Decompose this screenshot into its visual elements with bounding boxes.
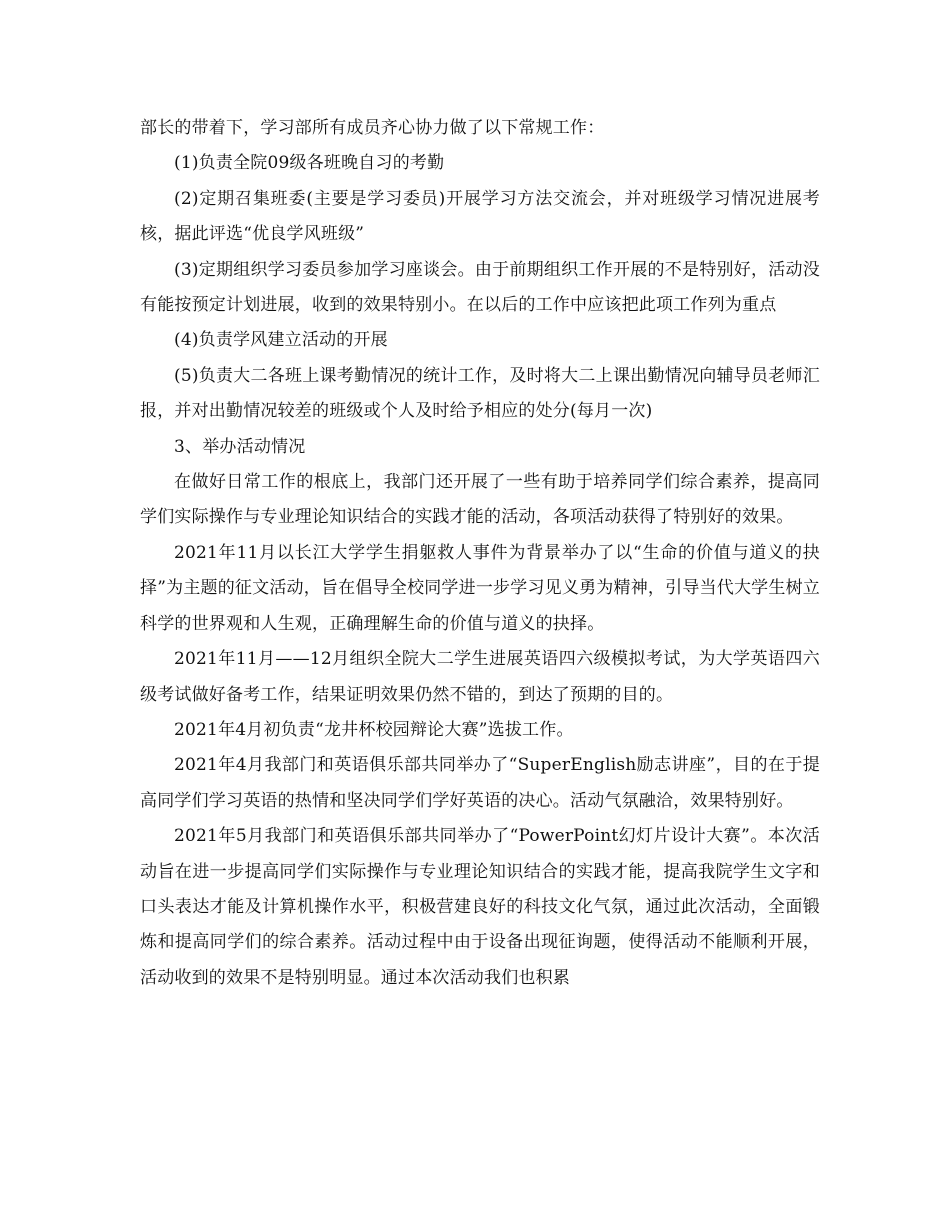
paragraph-continuation: 部长的带着下，学习部所有成员齐心协力做了以下常规工作： (140, 118, 605, 138)
paragraph-english-lecture: 2021年4月我部门和英语俱乐部共同举办了“SuperEnglish励志讲座”，目的在于提高同学们学习英语的热情和坚决同学们学好英语的决心。活动气氛融洽，效果特别好。 (140, 755, 820, 811)
paragraph-intro: 在做好日常工作的根底上，我部门还开展了一些有助于培养同学们综合素养，提高同学们实际操作与专业理论知识结合的实践才能的活动，各项活动获得了特别好的效果。 (140, 472, 820, 528)
section-heading: 3、举办活动情况 (174, 436, 306, 457)
paragraph-mock-exam: 2021年11月——12月组织全院大二学生进展英语四六级模拟考试，为大学英语四六级考试做好备考工作，结果证明效果仍然不错的，到达了预期的目的。 (140, 649, 820, 705)
paragraph-item-1: (1)负责全院09级各班晚自习的考勤 (174, 153, 445, 174)
paragraph-item-5: (5)负责大二各班上课考勤情况的统计工作，及时将大二上课出勤情况向辅导员老师汇报，并对出勤情况较差的班级或个人及时给予相应的处分(每月一次) (140, 365, 820, 422)
paragraph-debate: 2021年4月初负责“龙井杯校园辩论大赛”选拔工作。 (174, 719, 574, 740)
paragraph-item-3: (3)定期组织学习委员参加学习座谈会。由于前期组织工作开展的不是特别好，活动没有能按预定计划进展，收到的效果特别小。在以后的工作中应该把此项工作列为重点 (140, 259, 820, 316)
document-body (140, 111, 820, 996)
paragraph-ppt-contest: 2021年5月我部门和英语俱乐部共同举办了“PowerPoint幻灯片设计大赛”。本次活动旨在进一步提高同学们实际操作与专业理论知识结合的实践才能，提高我院学生文字和口头表达才能及计算机操作水平，积极营建良好的科技文化气氛，通过此次活动，全面锻炼和提高同学们的综合素养。活动过程中由于设备出现征询题，使得活动不能顺利开展，活动收到的效果不是特别明显。通过本次活动我们也积累 (140, 826, 820, 988)
paragraph-item-4: (4)负责学风建立活动的开展 (174, 330, 388, 351)
paragraph-essay-activity: 2021年11月以长江大学学生捐躯救人事件为背景举办了以“生命的价值与道义的抉择”为主题的征文活动，旨在倡导全校同学进一步学习见义勇为精神，引导当代大学生树立科学的世界观和人生观，正确理解生命的价值与道义的抉择。 (140, 542, 820, 634)
paragraph-item-2: (2)定期召集班委(主要是学习委员)开展学习方法交流会，并对班级学习情况进展考核，据此评选“优良学风班级” (140, 188, 820, 245)
